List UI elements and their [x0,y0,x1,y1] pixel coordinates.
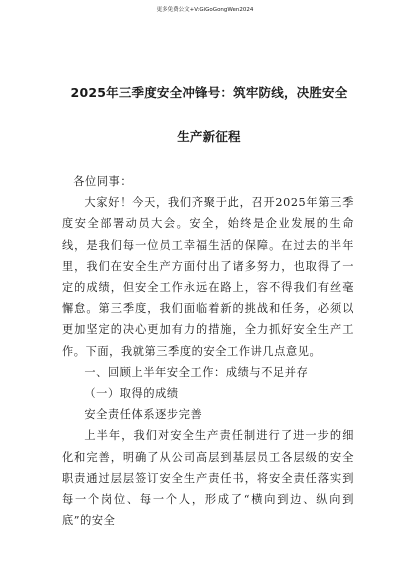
header-note: 更多免费公文+V:GiGoGongWen2024 [156,7,254,13]
item-heading: 安全责任体系逐步完善 [84,408,203,422]
paragraph-opening: 大家好！今天，我们齐聚于此，召开2025年第三季度安全部署动员大会。安全，始终是企业发展的生命线，是我们每一位员工幸福生活的保障。在过去的半年里，我们在安全生产方面付出了诸多努力，也取得了一定的成绩，但安全工作永远在路上，容不得我们有丝毫懈怠。第三季度，我们面临着新的挑战和任务，必须以更加坚定的决心更加有力的措施，全力抓好安全生产工作。下面，我就第三季度的安全工作讲几点意见。 [62,196,354,358]
document-body [62,171,354,531]
paragraph-achievements: 上半年，我们对安全生产责任制进行了进一步的细化和完善，明确了从公司高层到基层员工各层级的安全职责通过层层签订安全生产责任书，将安全责任落实到每一个岗位、每一个人，形成了“横向到边、纵向到底”的安全 [62,429,354,528]
subsection-heading: （一）取得的成绩 [84,387,179,401]
salutation: 各位同事： [73,175,133,188]
section-heading: 一、回顾上半年安全工作：成绩与不足并存 [84,365,309,379]
document-title: 2025年三季度安全冲锋号：筑牢防线，决胜安全生产新征程 [70,85,348,144]
